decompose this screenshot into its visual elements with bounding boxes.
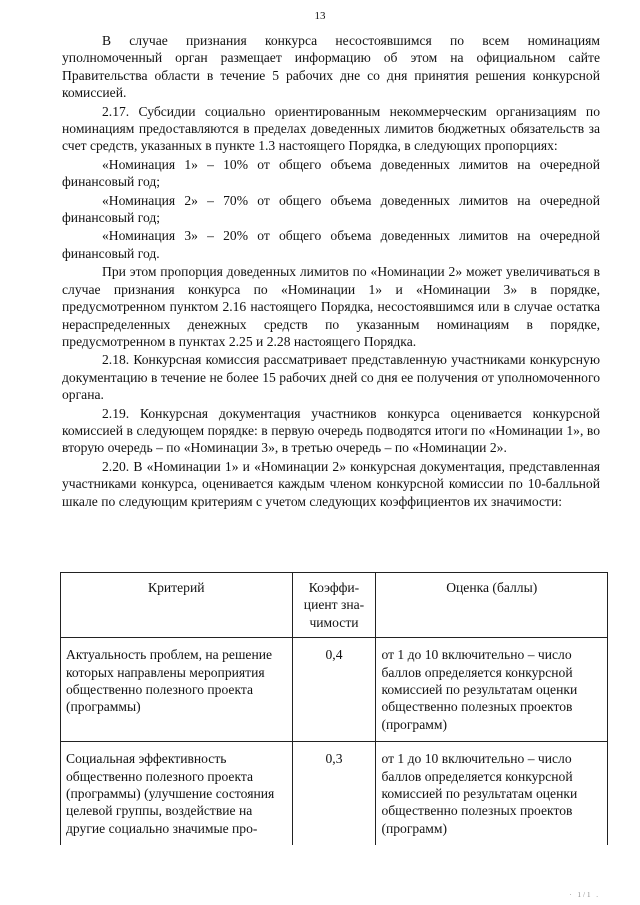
criterion-cell: Социальная эффективность общественно полезного проекта (программы) (улучшение состояния целевой группы, воздействие на другие социально значимые про- — [61, 742, 293, 846]
paragraph-nomination-3-share: «Номинация 3» – 20% от общего объема доведенных лимитов на очередной финансовый год. — [62, 228, 600, 261]
coefficient-cell: 0,4 — [292, 638, 376, 742]
paragraph-nomination-2-share: «Номинация 2» – 70% от общего объема доведенных лимитов на очередной финансовый год; — [62, 192, 600, 226]
paragraph-2-19: 2.19. Конкурсная документация участников конкурса оценивается конкурсной комиссией в следующем порядке: в первую очередь подводятся итоги по «Номинации 1», во вторую очередь – по «Номинации 3», в третью очередь – по «Номинации 2». — [62, 405, 600, 456]
header-criterion: Критерий — [61, 573, 293, 638]
score-cell: от 1 до 10 включительно – число баллов определяется конкурсной комиссией по результатам оценки общественно полезных проектов (программ) — [376, 638, 608, 742]
table-row — [61, 638, 608, 742]
score-cell: от 1 до 10 включительно – число баллов определяется конкурсной комиссией по результатам оценки общественно полезных проектов (программ) — [376, 742, 608, 846]
paragraph-commission-notice: В случае признания конкурса несостоявшимся по всем номинациям уполномоченный орган размещает информацию об этом на официальном сайте Правительства области в течение 5 рабочих дне со дня принятия решения конкурсной комиссией. — [62, 33, 600, 101]
table-row — [61, 742, 608, 846]
paragraph-2-18: 2.18. Конкурсная комиссия рассматривает представленную участниками конкурсную документацию в течение не более 15 рабочих дней со дня ее получения от уполномоченного органа. — [62, 352, 600, 403]
paragraph-nomination-1-share: «Номинация 1» – 10% от общего объема доведенных лимитов на очередной финансовый год; — [62, 156, 600, 190]
document-body — [62, 32, 600, 510]
paragraph-limits-increase: При этом пропорция доведенных лимитов по «Номинации 2» может увеличиваться в случае признания конкурса по «Номинации 1» и «Номинации 3» в порядке, предусмотренном пунктом 2.16 настоящего Порядка, несостоявшимся или в случае остатка нераспределенных денежных средств по указанным номинациям в порядке, предусмотренном в пунктах 2.25 и 2.28 настоящего Порядка. — [62, 264, 600, 349]
header-coefficient: Коэффи-циент зна-чимости — [292, 573, 376, 638]
header-score: Оценка (баллы) — [376, 573, 608, 638]
paragraph-2-17: 2.17. Субсидии социально ориентированным некоммерческим организациям по номинациям предоставляются в пределах доведенных лимитов бюджетных обязательств за счет средств, указанных в пункте 1.3 настоящего Порядка, в следующих пропорциях: — [62, 103, 600, 154]
coefficient-cell: 0,3 — [292, 742, 376, 846]
table-header-row — [61, 573, 608, 638]
scan-corner-mark: · 1/1 . — [569, 891, 600, 899]
paragraph-2-20: 2.20. В «Номинации 1» и «Номинации 2» конкурсная документация, представленная участниками конкурса, оценивается каждым членом конкурсной комиссии по 10-балльной шкале по следующим критериям с учетом следующих коэффициентов их значимости: — [62, 458, 600, 509]
criteria-table — [60, 572, 608, 845]
page-number: 13 — [314, 10, 326, 22]
criterion-cell: Актуальность проблем, на решение которых направлены мероприятия общественно полезного проекта (программы) — [61, 638, 293, 742]
